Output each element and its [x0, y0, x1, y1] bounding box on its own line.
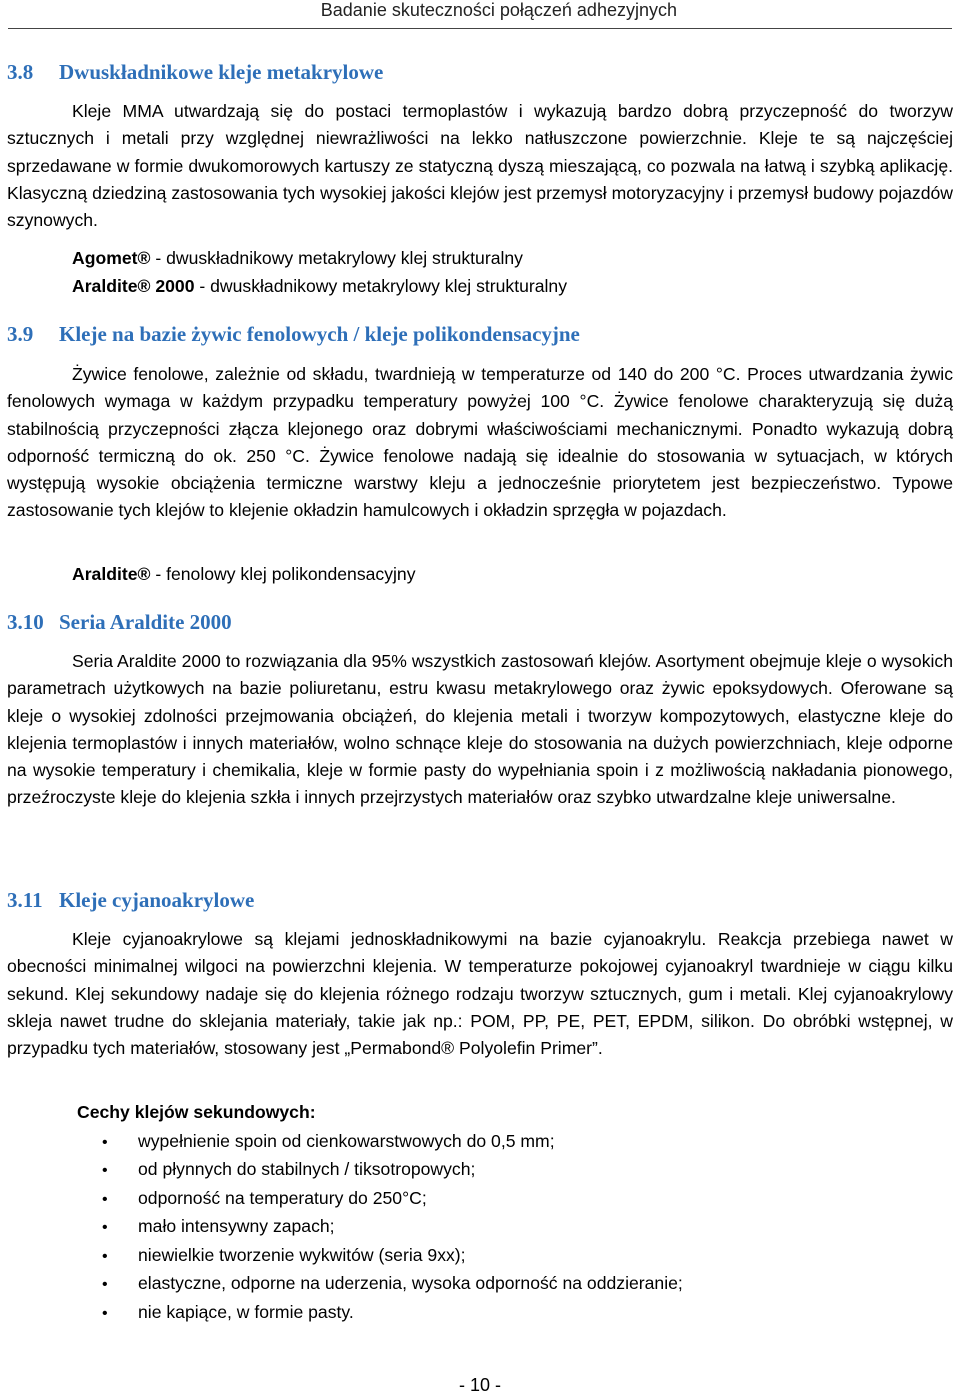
- list-item: • od płynnych do stabilnych / tiksotropowych;: [102, 1159, 476, 1179]
- bullet-icon: •: [102, 1162, 108, 1179]
- list-item: • odporność na temperatury do 250°C;: [102, 1188, 427, 1208]
- section-paragraph-3-11: Kleje cyjanoakrylowe są klejami jednoskładnikowymi na bazie cyjanoakrylu. Reakcja przebiega nawet w obecności minimalnej wilgoci na powierzchni klejenia. W temperaturze pokojowej cyjanoakryl twardnieje w ciągu kilku sekund. Klej sekundowy nadaje się do klejenia różnego rodzaju tworzyw sztucznych, gum i metali. Klej cyjanoakrylowy skleja nawet trudne do sklejania materiały, takie jak np.: POM, PP, PE, PET, EPDM, silikon. Do obróbki wstępnej, w przypadku tych materiałów, stosowany jest „Permabond® Polyolefin Primer”.: [7, 929, 953, 1059]
- running-header: Badanie skuteczności połączeń adhezyjnych: [320, 0, 677, 20]
- page-number: - 10 -: [458, 1375, 501, 1395]
- product-name: Araldite® 2000: [72, 276, 195, 296]
- product-line-araldite-2000: [72, 276, 567, 297]
- bullet-icon: •: [102, 1191, 108, 1208]
- section-heading-3-11: [7, 888, 254, 913]
- section-heading-3-9: [7, 322, 580, 347]
- list-item: • mało intensywny zapach;: [102, 1216, 335, 1236]
- section-paragraph-3-9: Żywice fenolowe, zależnie od składu, twardnieją w temperaturze od 140 do 200 °C. Proces utwardzania żywic fenolowych wymaga w każdym przypadku temperatury powyżej 100 °C. Żywice fenolowe charakteryzują się dużą stabilnością przyczepności złącza klejonego oraz dobrymi właściwościami mechanicznymi. Ponadto wykazują dobrą odporność termiczną do ok. 250 °C. Żywice fenolowe nadają się idealnie do stosowania w sytuacjach, w których występują wysokie obciążenia termiczne warstwy kleju a jednocześnie priorytetem jest bezpieczeństwo. Typowe zastosowanie tych klejów to klejenie okładzin hamulcowych i okładzin sprzęgła w pojazdach.: [7, 364, 953, 521]
- product-desc: - fenolowy klej polikondensacyjny: [150, 564, 416, 584]
- list-item: • nie kapiące, w formie pasty.: [102, 1302, 354, 1322]
- section-paragraph-3-10: Seria Araldite 2000 to rozwiązania dla 95% wszystkich zastosowań klejów. Asortyment obejmuje kleje o wysokich parametrach użytkowych na bazie poliuretanu, estru kwasu metakrylowego oraz żywic epoksydowych. Oferowane są kleje o wysokiej zdolności przejmowania obciążeń, do klejenia metali i tworzyw kompozytowych, elastyczne kleje do klejenia termoplastów i innych materiałów, wolno schnące kleje do stosowania na dużych powierzchniach, kleje odporne na wysokie temperatury i chemikalia, kleje w formie pasty do wypełniania spoin i z możliwością nakładania pionowego, przeźroczyste kleje do klejenia szkła i innych przejrzystych materiałów oraz szybko utwardzalne kleje uniwersalne.: [7, 651, 953, 808]
- section-number: 3.9: [7, 322, 34, 346]
- list-item: • niewielkie tworzenie wykwitów (seria 9xx);: [102, 1245, 466, 1265]
- product-desc: - dwuskładnikowy metakrylowy klej strukturalny: [150, 248, 523, 268]
- section-title: Dwuskładnikowe kleje metakrylowe: [59, 60, 384, 84]
- section-title: Kleje na bazie żywic fenolowych / kleje polikondensacyjne: [59, 322, 580, 346]
- section-title: Seria Araldite 2000: [59, 610, 232, 634]
- product-name: Agomet®: [72, 248, 151, 268]
- section-heading-3-10: [7, 610, 232, 635]
- section-paragraph-3-8: Kleje MMA utwardzają się do postaci termoplastów i wykazują bardzo dobrą przyczepność do tworzyw sztucznych i metali przy względnej niewrażliwości na lekko natłuszczone powierzchnie. Kleje te są najczęściej sprzedawane w formie dwukomorowych kartuszy ze statyczną dyszą mieszającą, co pozwala na łatwą i szybką aplikację. Klasyczną dziedziną zastosowania tych wysokiej jakości klejów jest przemysł motoryzacyjny i przemysł budowy pojazdów szynowych.: [7, 101, 953, 231]
- section-number: 3.11: [7, 888, 43, 912]
- bullet-icon: •: [102, 1248, 108, 1265]
- list-item: • elastyczne, odporne na uderzenia, wysoka odporność na oddzieranie;: [102, 1273, 683, 1293]
- section-title: Kleje cyjanoakrylowe: [59, 888, 255, 912]
- section-number: 3.8: [7, 60, 34, 84]
- bullet-icon: •: [102, 1134, 108, 1151]
- bullet-icon: •: [102, 1219, 108, 1236]
- product-name: Araldite®: [72, 564, 151, 584]
- bullet-icon: •: [102, 1305, 108, 1322]
- header-rule: [8, 28, 952, 29]
- list-item: • wypełnienie spoin od cienkowarstwowych do 0,5 mm;: [102, 1131, 555, 1151]
- list-title: Cechy klejów sekundowych:: [77, 1102, 316, 1122]
- bullet-icon: •: [102, 1276, 108, 1293]
- section-number: 3.10: [7, 610, 44, 634]
- product-line-araldite-phenolic: [72, 564, 416, 585]
- section-heading-3-8: [7, 60, 383, 85]
- product-line-agomet: [72, 248, 523, 269]
- product-desc: - dwuskładnikowy metakrylowy klej strukturalny: [194, 276, 568, 296]
